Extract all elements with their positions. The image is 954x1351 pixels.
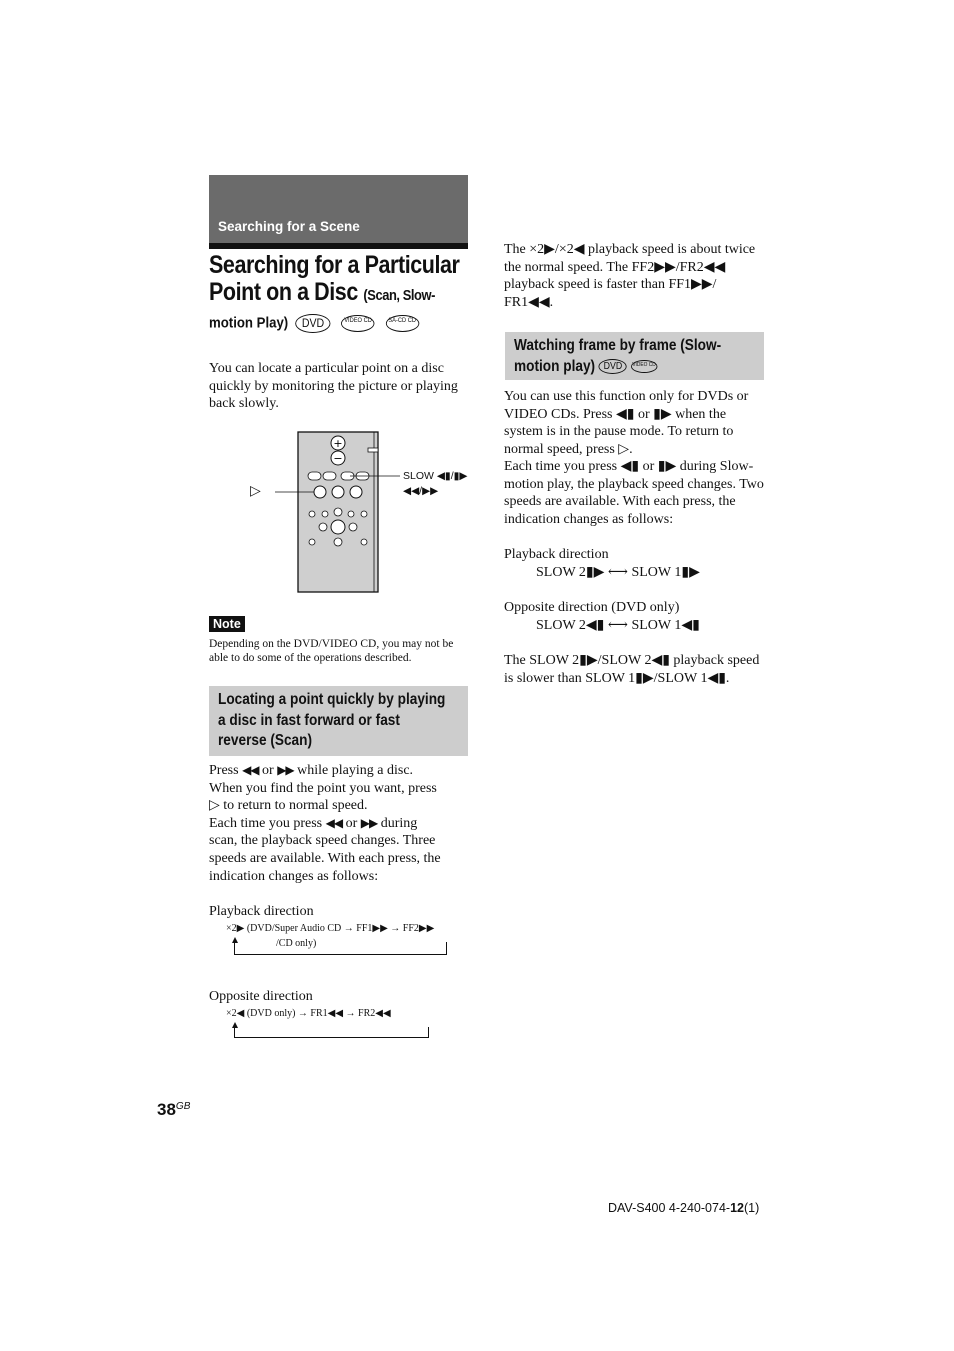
fast-forward-icon: ▶▶	[360, 815, 378, 830]
title-line-2: Point on a Disc (Scan, Slow-	[209, 278, 435, 306]
speed-comparison-paragraph: The ×2▶/×2◀ playback speed is about twice the normal speed. The FF2▶▶/FR2◀◀ playback speed is faster than FF1▶▶/ FR1◀◀.	[504, 242, 756, 310]
slow-opposite-steps: SLOW 2◀▮ ⟷ SLOW 1◀▮	[536, 618, 700, 633]
document-code: DAV-S400 4-240-074-12(1)	[608, 1201, 760, 1215]
slow-title-line-1: Watching frame by frame (Slow-	[514, 337, 722, 354]
svg-text:+: +	[333, 437, 343, 450]
loop-bracket	[234, 942, 447, 955]
play-icon: ▷	[209, 798, 220, 814]
scan-section-box	[209, 686, 468, 756]
svg-text:−: −	[333, 452, 343, 465]
video-cd-badge-icon: VIDEO CD	[631, 360, 657, 373]
scan-title-line-3: reverse (Scan)	[218, 732, 313, 749]
dvd-badge-icon: DVD	[295, 314, 330, 333]
section-header-rule	[209, 243, 468, 249]
note-label: Note	[209, 616, 245, 632]
title-subtitle-a: (Scan, Slow-	[363, 287, 435, 304]
slow-paragraph-2: Each time you press ◀▮ or ▮▶ during Slow-motion play, the playback speed changes. Two speeds are available. With each press, the indication changes as follows:	[504, 459, 764, 527]
remote-control-icon	[250, 430, 490, 595]
rewind-icon: ◀◀	[242, 763, 259, 777]
sa-cd-badge-icon: SA-CD CD	[385, 315, 418, 332]
scan-title-line-2: a disc in fast forward or fast	[218, 712, 400, 729]
slow-paragraph-1: You can use this function only for DVDs or VIDEO CDs. Press ◀▮ or ▮▶ when the system is in the pause mode. To return to normal speed, press ▷.	[504, 389, 749, 457]
loop-bracket	[234, 1027, 429, 1038]
scan-line-3: ▷ to return to normal speed.	[209, 798, 368, 814]
scan-line-4: Each time you press ◀◀ or ▶▶ during	[209, 815, 418, 831]
scan-title-line-1: Locating a point quickly by playing	[218, 691, 446, 708]
play-button-label: ▷	[250, 484, 261, 499]
scan-playback-steps: ×2▶ (DVD/Super Audio CD → FF1▶▶ → FF2▶▶	[226, 923, 435, 934]
slow-playback-label: Playback direction	[504, 547, 609, 562]
fast-forward-icon: ▶▶	[277, 763, 294, 777]
slow-section-box	[505, 332, 764, 380]
scan-opposite-label: Opposite direction	[209, 989, 313, 1004]
note-text: Depending on the DVD/VIDEO CD, you may not be able to do some of the operations described.	[209, 638, 454, 665]
scan-button-label: ◀◀/▶▶	[403, 485, 439, 497]
video-cd-badge-icon: VIDEO CD	[341, 315, 374, 332]
scan-line-5: scan, the playback speed changes. Three speeds are available. With each press, the indication changes as follows:	[209, 833, 441, 884]
section-header-title: Searching for a Scene	[218, 219, 360, 234]
title-subtitle-b: motion Play)	[209, 314, 289, 332]
title-line-1: Searching for a Particular	[209, 251, 460, 279]
scan-playback-label: Playback direction	[209, 904, 314, 919]
scan-line-1: Press ◀◀ or ▶▶ while playing a disc.	[209, 763, 414, 778]
rewind-icon: ◀◀	[325, 815, 343, 830]
slow-title-line-2: motion play) DVD VIDEO CD	[514, 358, 656, 375]
scan-playback-steps-note: /CD only)	[276, 938, 317, 949]
slow-button-label: SLOW ◀▮/▮▶	[403, 470, 468, 482]
page-title	[209, 252, 467, 309]
scan-body	[209, 762, 471, 885]
slow-footer-paragraph: The SLOW 2▮▶/SLOW 2◀▮ playback speed is slower than SLOW 1▮▶/SLOW 1◀▮.	[504, 653, 760, 686]
page-number: $38^{GB}$	[157, 1100, 191, 1119]
scan-line-2: When you find the point you want, press	[209, 780, 437, 796]
remote-illustration	[250, 430, 490, 595]
page-suffix: GB	[175, 1101, 191, 1112]
intro-paragraph: You can locate a particular point on a disc quickly by monitoring the picture or playing back slowly.	[209, 361, 458, 412]
slow-playback-steps: SLOW 2▮▶ ⟷ SLOW 1▮▶	[536, 565, 700, 580]
scan-opposite-steps: ×2◀ (DVD only) → FR1◀◀ → FR2◀◀	[226, 1008, 391, 1019]
slow-opposite-label: Opposite direction (DVD only)	[504, 600, 680, 615]
title-subtitle-b-row	[209, 314, 419, 333]
dvd-badge-icon: DVD	[599, 359, 627, 374]
section-header-band	[209, 175, 468, 243]
